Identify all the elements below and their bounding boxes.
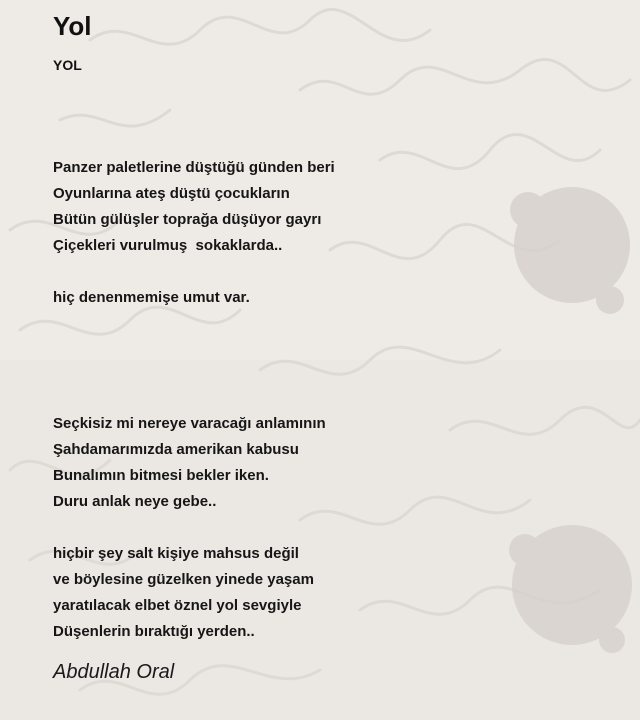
poem-line: Duru anlak neye gebe.. bbox=[53, 493, 217, 510]
stanza-2 bbox=[53, 285, 250, 311]
stanza-4 bbox=[53, 541, 314, 645]
poem-line: Düşenlerin bıraktığı yerden.. bbox=[53, 623, 255, 640]
stanza-1 bbox=[53, 155, 335, 259]
stanza-3 bbox=[53, 411, 326, 515]
poem-line: hiç denenmemişe umut var. bbox=[53, 289, 250, 306]
poem-line: Panzer paletlerine düştüğü günden beri bbox=[53, 159, 335, 176]
poem-line: Bütün gülüşler toprağa düşüyor gayrı bbox=[53, 211, 322, 228]
poem-line: Oyunlarına ateş düştü çocukların bbox=[53, 185, 290, 202]
poem-subtitle: YOL bbox=[53, 57, 82, 73]
poem-line: hiçbir şey salt kişiye mahsus değil bbox=[53, 545, 299, 562]
poem-title: Yol bbox=[53, 11, 92, 41]
poem-line: yaratılacak elbet öznel yol sevgiyle bbox=[53, 597, 302, 614]
poem-line: Seçkisiz mi nereye varacağı anlamının bbox=[53, 415, 326, 432]
poem-author: Abdullah Oral bbox=[53, 661, 175, 683]
poem-line: Şahdamarımızda amerikan kabusu bbox=[53, 441, 299, 458]
poem-line: Bunalımın bitmesi bekler iken. bbox=[53, 467, 269, 484]
poem-line: Çiçekleri vurulmuş sokaklarda.. bbox=[53, 237, 283, 254]
poem-line: ve böylesine güzelken yinede yaşam bbox=[53, 571, 314, 588]
